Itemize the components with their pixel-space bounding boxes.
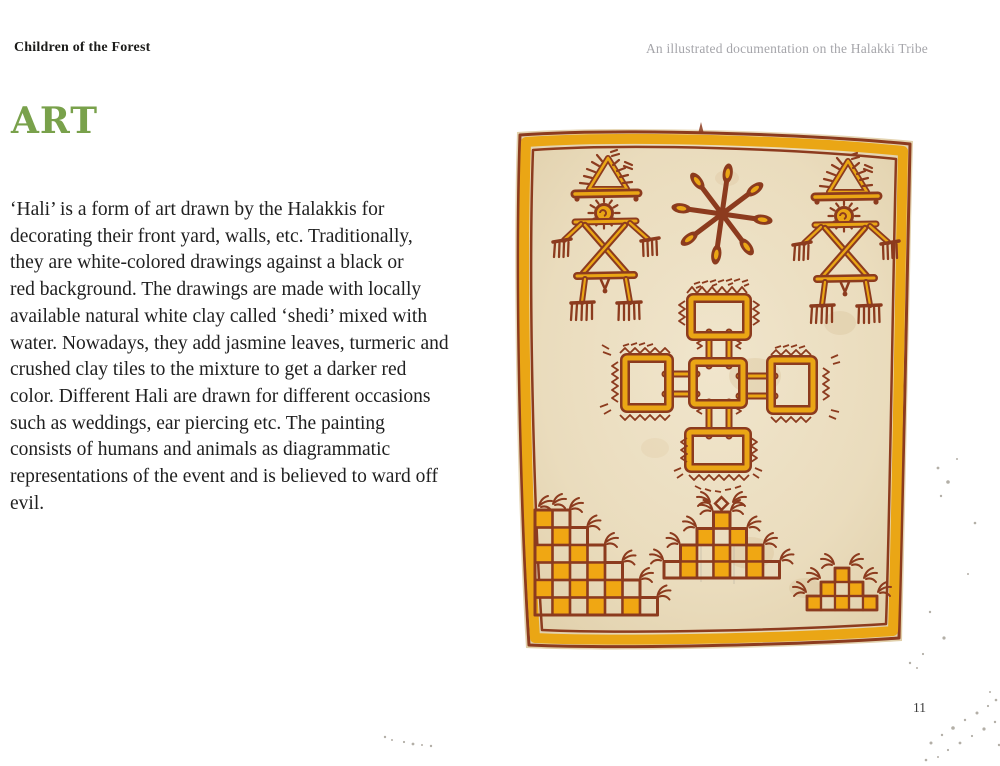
body-text-line: representations of the event and is believed to ward off [10, 466, 438, 488]
body-text-line: consists of humans and animals as diagrammatic [10, 439, 391, 461]
body-text-line: color. Different Hali are drawn for different occasions [10, 385, 431, 407]
body-text-line: such as weddings, ear piercing etc. The painting [10, 412, 385, 434]
body-text-line: available natural white clay called ‘shedi’ mixed with [10, 305, 428, 327]
body-text-line: red background. The drawings are made with locally [10, 279, 422, 301]
book-title: Children of the Forest [14, 40, 151, 55]
body-paragraph [10, 197, 449, 517]
body-text-line: evil. [10, 492, 45, 514]
body-text-line: water. Nowadays, they add jasmine leaves, turmeric and [10, 332, 449, 354]
section-title: ART [11, 100, 99, 142]
body-text-line: crushed clay tiles to the mixture to get a darker red [10, 359, 407, 381]
hali-painting-illustration [505, 118, 925, 660]
book-subtitle: An illustrated documentation on the Halakki Tribe [645, 41, 928, 56]
body-text-line: ‘Hali’ is a form of art drawn by the Halakkis for [10, 199, 385, 220]
page-number: 11 [913, 700, 926, 715]
body-text-line: they are white-colored drawings against a black or [10, 252, 404, 274]
body-text-line: decorating their front yard, walls, etc. Traditionally, [10, 225, 413, 247]
